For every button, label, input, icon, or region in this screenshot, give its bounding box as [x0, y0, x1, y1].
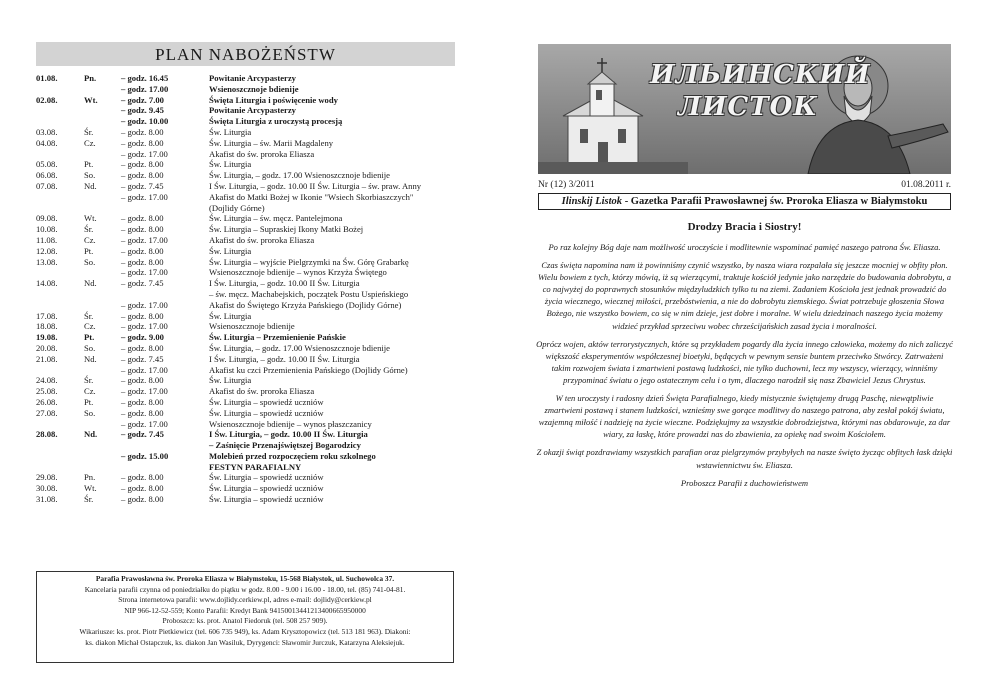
schedule-description: Św. Liturgia — [209, 310, 252, 321]
schedule-row — [36, 311, 466, 322]
schedule-row — [36, 224, 466, 235]
schedule-time: – godz. 8.00 — [121, 256, 164, 267]
schedule-time — [121, 462, 209, 473]
schedule-description: I Św. Liturgia, – godz. 10.00 II Św. Liturgia — [209, 429, 368, 440]
schedule-day — [84, 289, 121, 300]
schedule-description: Akafist do Matki Bożej w Ikonie "Wsiech Skorbiaszczych" — [209, 191, 414, 202]
schedule-row — [36, 397, 466, 408]
deacons-choir: ks. diakon Michał Ostapczuk, ks. diakon Jan Wasiluk, Dyrygenci: Sławomir Jurczuk, Katarzyna Aleksiejuk. — [85, 637, 405, 647]
schedule-day — [84, 419, 121, 430]
schedule-description: Wsienoszcznoje bdienije — [209, 83, 299, 94]
schedule-day: Pt. — [84, 245, 94, 256]
schedule-day: Nd. — [84, 429, 98, 440]
schedule-row — [36, 429, 466, 440]
schedule-date — [36, 462, 84, 473]
paragraph: Z okazji świąt pozdrawiamy wszystkich parafian oraz pielgrzymów przybyłych na nasze święto życząc obfitych łask dzięki wstawiennictwu św. Eliasza. — [536, 447, 953, 470]
schedule-date: 19.08. — [36, 332, 58, 343]
schedule-day — [84, 267, 121, 278]
schedule-row — [36, 343, 466, 354]
schedule-time: – godz. 17.00 — [121, 299, 168, 310]
schedule-date: 20.08. — [36, 342, 58, 353]
schedule-time: – godz. 7.45 — [121, 180, 164, 191]
schedule-description: – Zaśnięcie Przenajświętszej Bogarodzicy — [209, 440, 361, 451]
schedule-day: Nd. — [84, 353, 97, 364]
schedule-date: 10.08. — [36, 224, 58, 235]
gazette-title-box — [538, 193, 951, 210]
schedule-description: Wsienoszcznoje bdienije – wynos płaszczanicy — [209, 418, 372, 429]
rector: Proboszcz: ks. prot. Anatol Fiedoruk (tel. 508 257 909). — [162, 616, 328, 626]
schedule-description: Św. Liturgia – spowiedź uczniów — [209, 483, 324, 494]
schedule-time: – godz. 8.00 — [121, 224, 164, 235]
paragraph: Czas święta napomina nam iż powinniśmy czynić wszystko, by nasza wiara rozpalała się jeszcze mocniej w obfity płon. Wielu bowiem z tych, którzy mówią, iż są wierzącymi, traktuje kościół jedynie jako narzędzie do budowania dobrobytu, a co najwyżej do poprawnych stosunków międzyludzkich tylko tu na ziemi. Zadaniem Kościoła jest jednak prowadzić do życia wiecznego, wiecznej miłości, przebóstwienia, a nie do dobrobytu ziemskiego. Świat potrzebuje głoszenia Słowa Bożego, nie wszystko bowiem, co się w nim dzieje, jest dobre i moralne. W wielu dziedzinach naszego życia możemy widzieć przykład sprzeciwu wobec chrześcijańskich zasad życia i moralności. — [538, 260, 951, 331]
schedule-day: Pn. — [84, 472, 96, 483]
signature: Proboszcz Parafii z duchowieństwem — [680, 477, 809, 488]
schedule-day: Pt. — [84, 159, 94, 170]
schedule-day: Pn. — [84, 73, 97, 83]
schedule-row — [36, 213, 466, 224]
schedule-time: – godz. 8.00 — [121, 213, 164, 224]
schedule-date: 17.08. — [36, 310, 58, 321]
schedule-date: 29.08. — [36, 472, 58, 483]
schedule-time: – godz. 8.00 — [121, 126, 164, 137]
schedule-day: Wt. — [84, 213, 97, 224]
schedule-date — [36, 365, 84, 376]
schedule-description: Św. Liturgia — [209, 126, 252, 137]
schedule-description: Wsienoszcznoje bdienije — [209, 321, 295, 332]
schedule-row — [36, 375, 466, 386]
schedule-date: 21.08. — [36, 353, 58, 364]
office-hours: Kancelaria parafii czynna od poniedziałku do piątku w godz. 8.00 - 9.00 i 16.00 - 18.00, tel. (85) 741-04-81. — [84, 584, 406, 594]
schedule-date: 12.08. — [36, 245, 58, 256]
schedule-time: – godz. 17.00 — [121, 234, 168, 245]
schedule-description: Św. Liturgia — [209, 245, 252, 256]
schedule-row — [36, 192, 466, 203]
schedule-date — [36, 289, 84, 300]
schedule-description: Św. Liturgia – spowiedź uczniów — [209, 494, 324, 505]
schedule-row — [36, 440, 466, 451]
greeting: Drodzy Bracia i Siostry! — [687, 221, 802, 233]
schedule-description: FESTYN PARAFIALNY — [209, 461, 302, 472]
schedule-day: Cz. — [84, 321, 96, 332]
schedule-time: – godz. 17.00 — [121, 386, 168, 397]
schedule-time: – godz. 7.00 — [121, 94, 164, 105]
schedule-day: Wt. — [84, 94, 98, 105]
schedule-description: Św. Liturgia, – godz. 17.00 Wsienoszcznoje bdienije — [209, 342, 390, 353]
schedule-description: Św. Liturgia – św. męcz. Pantelejmona — [209, 213, 343, 224]
schedule-row — [36, 494, 466, 505]
schedule-day — [84, 105, 121, 116]
schedule-row — [36, 203, 466, 214]
schedule-description: Św. Liturgia – spowiedź uczniów — [209, 472, 324, 483]
schedule-day — [84, 451, 121, 462]
schedule-time: – godz. 17.00 — [121, 83, 169, 94]
schedule-row — [36, 354, 466, 365]
schedule-date: 05.08. — [36, 159, 58, 170]
schedule-time: – godz. 8.00 — [121, 342, 164, 353]
paragraph: Po raz kolejny Bóg daje nam możliwość uroczyście i modlitewnie wspominać pamięć naszego patrona Św. Eliasza. — [548, 242, 941, 252]
schedule-day: So. — [84, 407, 96, 418]
schedule-description: Św. Liturgia – spowiedź uczniów — [209, 396, 324, 407]
schedule-date — [36, 300, 84, 311]
schedule-row — [36, 451, 466, 462]
schedule-description: Św. Liturgia – Przemienienie Pańskie — [209, 332, 346, 343]
schedule-date: 09.08. — [36, 213, 58, 224]
schedule-date: 27.08. — [36, 407, 58, 418]
schedule-day: Cz. — [84, 386, 96, 397]
schedule-row — [36, 246, 466, 257]
schedule-date: 24.08. — [36, 375, 58, 386]
nip-account: NIP 966-12-52-559; Konto Parafii: Kredyt Bank 94150013441213400665950000 — [124, 605, 366, 615]
schedule-date — [36, 440, 84, 451]
schedule-day — [84, 300, 121, 311]
schedule-day: Pt. — [84, 332, 95, 343]
website-email: Strona internetowa parafii: www.dojlidy.cerkiew.pl, adres e-mail: dojlidy@cerkiew.pl — [118, 595, 372, 605]
schedule-date: 03.08. — [36, 126, 58, 137]
schedule-day: Pt. — [84, 396, 94, 407]
schedule-day: Cz. — [84, 234, 96, 245]
schedule-row — [36, 181, 466, 192]
schedule-time: – godz. 7.45 — [121, 429, 164, 440]
schedule-row — [36, 300, 466, 311]
schedule-day — [84, 365, 121, 376]
schedule-row — [36, 332, 466, 343]
schedule-time: – godz. 10.00 — [121, 116, 169, 127]
issue-date: 01.08.2011 r. — [901, 180, 951, 190]
schedule-row — [36, 419, 466, 430]
schedule-row — [36, 278, 466, 289]
schedule-date: 18.08. — [36, 321, 58, 332]
schedule-time: – godz. 8.00 — [121, 483, 164, 494]
parish-info-box — [36, 571, 454, 663]
service-schedule-table — [36, 73, 466, 505]
schedule-day: Cz. — [84, 137, 96, 148]
schedule-time: – godz. 8.00 — [121, 472, 164, 483]
schedule-row — [36, 365, 466, 376]
schedule-day — [84, 462, 121, 473]
schedule-row — [36, 149, 466, 160]
schedule-day: Śr. — [84, 494, 94, 505]
schedule-description: Akafist do św. proroka Eliasza — [209, 234, 315, 245]
schedule-time — [121, 203, 209, 214]
schedule-row — [36, 483, 466, 494]
letter-body — [536, 241, 953, 495]
schedule-day: So. — [84, 342, 96, 353]
schedule-time: – godz. 7.45 — [121, 278, 164, 289]
schedule-time: – godz. 17.00 — [121, 148, 168, 159]
schedule-time: – godz. 15.00 — [121, 450, 169, 461]
schedule-row — [36, 170, 466, 181]
schedule-date: 07.08. — [36, 180, 58, 191]
schedule-row — [36, 127, 466, 138]
schedule-description: Św. Liturgia — [209, 375, 252, 386]
schedule-time: – godz. 17.00 — [121, 418, 168, 429]
parish-address: Parafia Prawosławna św. Proroka Eliasza w Białymstoku, 15-568 Białystok, ul. Suchowolca 37. — [95, 574, 395, 583]
schedule-description: I Św. Liturgia, – godz. 10.00 II Św. Liturgia — [209, 278, 360, 289]
schedule-description: Akafist do św. proroka Eliasza — [209, 148, 315, 159]
schedule-day — [84, 440, 121, 451]
schedule-date: 06.08. — [36, 170, 58, 181]
schedule-time: – godz. 8.00 — [121, 245, 164, 256]
schedule-description: Akafist ku czci Przemienienia Pańskiego (Dojlidy Górne) — [209, 364, 408, 375]
schedule-row — [36, 267, 466, 278]
schedule-row — [36, 235, 466, 246]
schedule-row — [36, 408, 466, 419]
schedule-description: Molebień przed rozpoczęciem roku szkolnego — [209, 450, 376, 461]
schedule-description: Święta Liturgia z uroczystą procesją — [209, 116, 343, 127]
schedule-date: 28.08. — [36, 429, 58, 440]
schedule-date: 30.08. — [36, 483, 58, 494]
schedule-row — [36, 321, 466, 332]
schedule-row — [36, 95, 466, 106]
schedule-description: Św. Liturgia – św. Marii Magdaleny — [209, 137, 334, 148]
gazette-name: Ilinskij Listok — [561, 196, 623, 207]
schedule-date: 25.08. — [36, 386, 58, 397]
schedule-description: Święta Liturgia i poświęcenie wody — [209, 94, 338, 105]
left-page — [0, 0, 480, 694]
schedule-day: So. — [84, 170, 96, 181]
schedule-date — [36, 116, 84, 127]
schedule-date: 01.08. — [36, 73, 58, 83]
paragraph: Oprócz wojen, aktów terrorystycznych, które są przykładem pogardy dla życia innego człowieka, możemy do nich zaliczyć większość eksperymentów współczesnej bioetyki, będących w pewnym sensie buntem przeciwko Stwórcy. Zatrważeni takim rozwojem świata i zmartwieni postawą ludzkości, nie tylko duchowni, lecz my wszyscy, wierzący, winniśmy przypominać światu o jego ostatecznym celu i o tym, dlaczego narodził się nasz Zbawiciel Jezus Chrystus. — [536, 338, 953, 385]
schedule-row — [36, 257, 466, 268]
schedule-day: Śr. — [84, 126, 94, 137]
schedule-date: 26.08. — [36, 396, 58, 407]
schedule-date — [36, 267, 84, 278]
schedule-description: Św. Liturgia – wyjście Pielgrzymki na Św. Górę Grabarkę — [209, 256, 409, 267]
schedule-day: Wt. — [84, 483, 97, 494]
schedule-day: Nd. — [84, 180, 97, 191]
schedule-time: – godz. 17.00 — [121, 267, 168, 278]
schedule-time: – godz. 8.00 — [121, 310, 164, 321]
schedule-row — [36, 289, 466, 300]
gazette-subtitle: - Gazetka Parafii Prawosławnej św. Proroka Eliasza w Białymstoku — [622, 196, 928, 207]
schedule-day — [84, 203, 121, 214]
schedule-description: Św. Liturgia – spowiedź uczniów — [209, 407, 324, 418]
schedule-day: Śr. — [84, 310, 94, 321]
plan-title: PLAN NABOŻEŃSTW — [36, 42, 455, 66]
issue-number: Nr (12) 3/2011 — [538, 180, 595, 190]
schedule-day: Nd. — [84, 278, 97, 289]
schedule-description: Powitanie Arcypasterzy — [209, 105, 296, 116]
schedule-description: Akafist do Świętego Krzyża Pańskiego (Dojlidy Górne) — [209, 299, 402, 310]
schedule-description: Wsienoszcznoje bdienije – wynos Krzyża Świętego — [209, 267, 387, 278]
schedule-description: (Dojlidy Górne) — [209, 202, 265, 213]
schedule-date: 02.08. — [36, 94, 58, 105]
schedule-date — [36, 451, 84, 462]
schedule-time — [121, 289, 209, 300]
schedule-date: 04.08. — [36, 137, 58, 148]
schedule-row — [36, 138, 466, 149]
schedule-time: – godz. 16.45 — [121, 73, 169, 83]
schedule-time: – godz. 9.45 — [121, 105, 164, 116]
schedule-description: Powitanie Arcypasterzy — [209, 73, 296, 83]
schedule-date — [36, 105, 84, 116]
schedule-day — [84, 84, 121, 95]
schedule-description: Św. Liturgia – Supraskiej Ikony Matki Bożej — [209, 224, 364, 235]
schedule-time: – godz. 17.00 — [121, 191, 168, 202]
schedule-time: – godz. 17.00 — [121, 321, 168, 332]
schedule-date — [36, 203, 84, 214]
schedule-day: So. — [84, 256, 96, 267]
schedule-row — [36, 159, 466, 170]
vicars-deacons: Wikariusze: ks. prot. Piotr Pietkiewicz (tel. 606 735 949), ks. Adam Krysztopowicz (tel. 513 181 963). Diakoni: — [79, 626, 411, 636]
schedule-date — [36, 149, 84, 160]
schedule-row — [36, 116, 466, 127]
schedule-time: – godz. 17.00 — [121, 364, 168, 375]
schedule-row — [36, 462, 466, 473]
schedule-day — [84, 149, 121, 160]
schedule-day — [84, 192, 121, 203]
masthead-title-line1: ИЛЬИНСКИЙ — [650, 60, 871, 90]
schedule-description: Św. Liturgia — [209, 159, 252, 170]
schedule-day: Śr. — [84, 375, 94, 386]
schedule-description: Akafist do św. proroka Eliasza — [209, 386, 315, 397]
schedule-date: 31.08. — [36, 494, 58, 505]
schedule-time: – godz. 9.00 — [121, 332, 164, 343]
schedule-description: I Św. Liturgia, – godz. 10.00 II Św. Liturgia – św. praw. Anny — [209, 180, 422, 191]
schedule-description: I Św. Liturgia, – godz. 10.00 II Św. Liturgia — [209, 353, 360, 364]
schedule-time: – godz. 8.00 — [121, 407, 164, 418]
schedule-time: – godz. 8.00 — [121, 494, 164, 505]
schedule-date — [36, 84, 84, 95]
masthead-banner — [538, 44, 951, 174]
schedule-row — [36, 472, 466, 483]
schedule-day: Śr. — [84, 224, 94, 235]
schedule-time: – godz. 8.00 — [121, 396, 164, 407]
schedule-time: – godz. 8.00 — [121, 170, 164, 181]
schedule-row — [36, 84, 466, 95]
schedule-description: Św. Liturgia, – godz. 17.00 Wsienoszcznoje bdienije — [209, 170, 390, 181]
schedule-date: 14.08. — [36, 278, 58, 289]
schedule-row — [36, 386, 466, 397]
schedule-day — [84, 116, 121, 127]
schedule-row — [36, 73, 466, 84]
schedule-date: 13.08. — [36, 256, 58, 267]
schedule-date — [36, 192, 84, 203]
schedule-time: – godz. 8.00 — [121, 375, 164, 386]
schedule-date: 11.08. — [36, 234, 58, 245]
schedule-row — [36, 105, 466, 116]
schedule-description: – św. męcz. Machabejskich, początek Postu Uspieńskiego — [209, 288, 409, 299]
schedule-time: – godz. 7.45 — [121, 353, 164, 364]
masthead-title-line2: ЛИСТОК — [678, 92, 818, 122]
paragraph: W ten uroczysty i radosny dzień Święta Parafialnego, kiedy mistycznie świętujemy drugą Paschę, niewątpliwie zmartwieni postawą i stanem ludzkości, wznieśmy swe gorące modlitwy do naszego patrona, aby zesłał pokój światu, wzajemną miłość i nadzieję na życie wieczne. Podziękujmy za wszystkie dobrodziejstwa, którymi nas obdarowuje, za dar wiary, za łaskę, które prowadzi nas do zbawienia, za opiekę nad swoim Kościołem. — [538, 393, 951, 440]
schedule-time: – godz. 8.00 — [121, 159, 164, 170]
schedule-time — [121, 440, 209, 451]
schedule-time: – godz. 8.00 — [121, 137, 164, 148]
schedule-date — [36, 419, 84, 430]
